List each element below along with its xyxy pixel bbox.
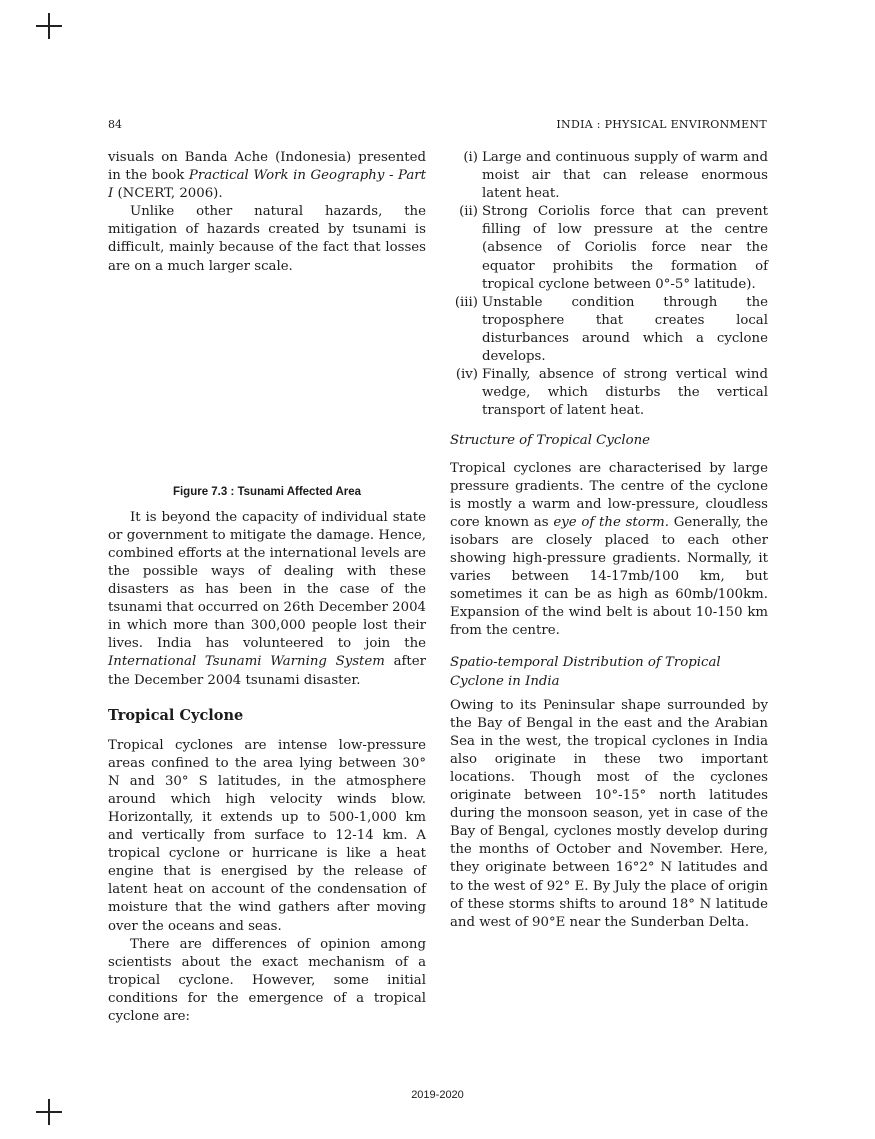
running-head: INDIA : PHYSICAL ENVIRONMENT <box>556 118 767 131</box>
eye-of-storm-term: eye of the storm. <box>553 514 669 530</box>
list-item: (iii) Unstable condition through the troposphere that creates local disturbances around which a cyclone develops. <box>454 294 768 365</box>
crop-mark-top-left <box>36 13 62 39</box>
footer-year: 2019-2020 <box>411 1089 464 1101</box>
left-column <box>108 149 426 1026</box>
cyclone-conditions-intro-paragraph: There are differences of opinion among scientists about the exact mechanism of a tropical cyclone. However, some initial conditions for the emergence of a tropical cyclone are: <box>108 936 426 1024</box>
figure-caption: Figure 7.3 : Tsunami Affected Area <box>172 485 362 498</box>
warning-system-name: International Tsunami Warning System <box>108 654 385 670</box>
international-efforts-paragraph: It is beyond the capacity of individual state or government to mitigate the damage. Hence, combined efforts at the international levels are the possible ways of dealing with these disasters as has been in the case of the tsunami that occurred on 26th December 2004 in which more than 300,000 people lost their lives. India has volunteered to join the International Tsunami Warning System after the December 2004 tsunami disaster. <box>108 509 426 688</box>
crop-mark-bottom-left <box>36 1099 62 1125</box>
hazard-mitigation-paragraph: Unlike other natural hazards, the mitigation of hazards created by tsunami is difficult, mainly because of the fact that losses are on a much larger scale. <box>108 204 426 274</box>
distribution-subheading: Spatio-temporal Distribution of Tropical Cyclone in India <box>450 655 721 689</box>
list-item: (ii) Strong Coriolis force that can prevent filling of low pressure at the centre (absence of Coriolis force near the equator prohibits the formation of tropical cyclone between 0°-5° latitude). <box>459 204 768 292</box>
structure-paragraph: Tropical cyclones are characterised by large pressure gradients. The centre of the cyclone is mostly a warm and low-pressure, cloudless core known as eye of the storm. Generally, the isobars are closely placed to each other showing high-pressure gradients. Normally, it varies between 14-17mb/100 km, but sometimes it can be as high as 60mb/100km. Expansion of the wind belt is about 10-150 km from the centre. <box>450 460 768 639</box>
list-item: (iv) Finally, absence of strong vertical wind wedge, which disturbs the vertical transport of latent heat. <box>455 367 768 419</box>
figure-placeholder <box>108 276 426 486</box>
list-item: (i) Large and continuous supply of warm and moist air that can release enormous latent heat. <box>463 150 768 202</box>
page-number: 84 <box>108 118 122 131</box>
book-title: Practical Work in Geography - Part I <box>108 168 426 202</box>
cyclone-definition-paragraph: Tropical cyclones are intense low-pressure areas confined to the area lying between 30° N and 30° S latitudes, in the atmosphere around which high velocity winds blow. Horizontally, it extends up to 500-1,000 km and vertically from surface to 12-14 km. A tropical cyclone or hurricane is like a heat engine that is energised by the release of latent heat on account of the condensation of moisture that the wind gathers after moving over the oceans and seas. <box>108 737 426 934</box>
section-heading: Tropical Cyclone <box>108 706 244 724</box>
conditions-list <box>450 149 768 420</box>
distribution-paragraph: Owing to its Peninsular shape surrounded by the Bay of Bengal in the east and the Arabian Sea in the west, the tropical cyclones in India also originate in these two important locations. Though most of the cyclones originate between 10°-15° north latitudes during the monsoon season, yet in case of the Bay of Bengal, cyclones mostly develop during the months of October and November. Here, they originate between 16°2° N latitudes and to the west of 92° E. By July the place of origin of these storms shifts to around 18° N latitude and west of 90°E near the Sunderban Delta. <box>450 697 768 930</box>
intro-paragraph: visuals on Banda Ache (Indonesia) presented in the book Practical Work in Geography - Part I (NCERT, 2006). <box>108 150 426 202</box>
right-column <box>450 149 768 932</box>
structure-subheading: Structure of Tropical Cyclone <box>450 433 651 449</box>
